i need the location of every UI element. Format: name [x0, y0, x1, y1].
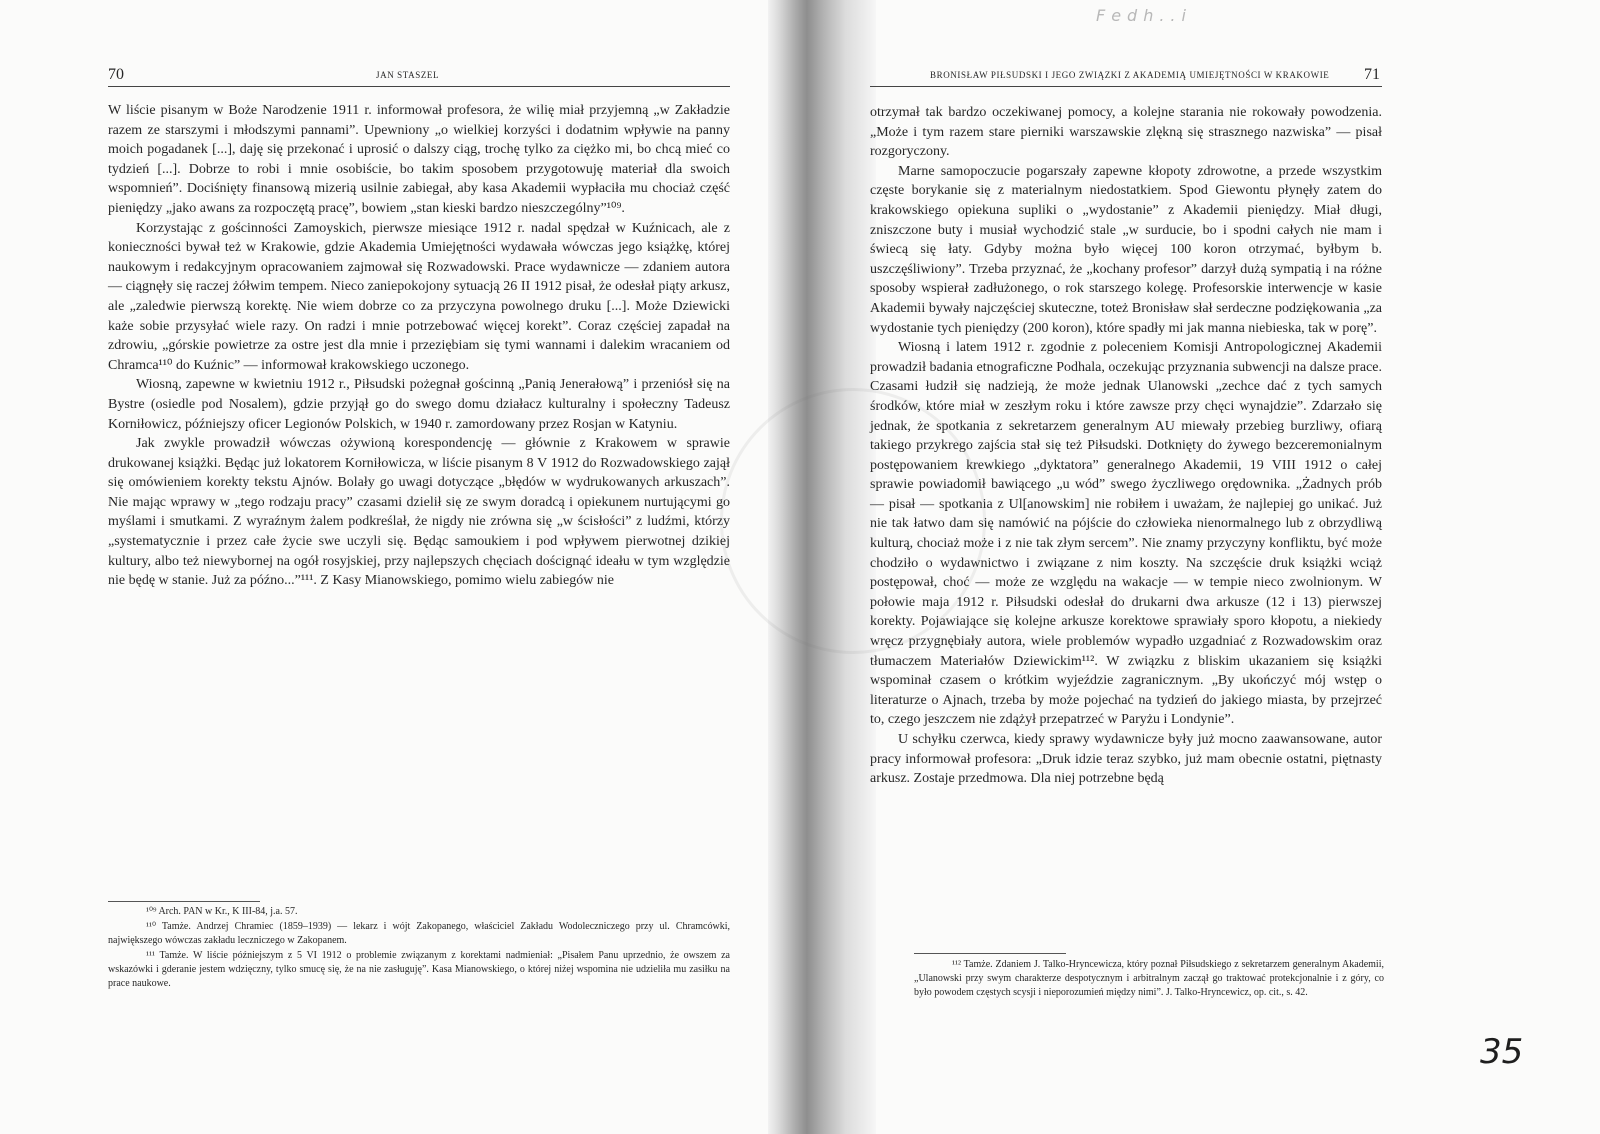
right-page-header	[870, 66, 1382, 87]
footnote: ¹¹² Tamże. Zdaniem J. Talko-Hryncewicza, który poznał Piłsudskiego z sekretarzem generalnym Akademii, „Ulanowski przy swym charakterze despotycznym i arbitralnym zaczął go traktować protekcjonalnie i z góry, co było powodem częstych scysji i nieporozumień między nimi”. J. Talko-Hryncewicz, op. cit., s. 42.	[914, 959, 1384, 998]
footnote-rule	[914, 953, 1066, 954]
right-page	[870, 0, 1600, 1134]
page-number: 71	[1364, 66, 1380, 83]
paragraph: W liście pisanym w Boże Narodzenie 1911 r. informował profesora, że wilię miał przyjemną „w Zakładzie razem ze starszymi i młodszymi pannami”. Upewniony „o wielkiej korzyści i dodatnim wpływie na panny moich pogadanek [...], daję się przekonać i uprosić o dalszy ciąg, trochę tylko za ciężko mi, bo chcą mieć co tydzień [...]. Dobrze to robi i mnie osobiście, bo takim sposobem przygotowuję materiał dla swoich wspomnień”. Dociśnięty finansową mizerią usilnie zabiegał, aby kasa Akademii wypłaciła mu chociaż część pieniędzy „jako awans za rozpoczętą pracę”, bowiem „stan kieski bardzo nieszczególny”¹⁰⁹.	[108, 103, 730, 216]
page-number: 70	[108, 66, 124, 83]
left-page-header	[108, 66, 730, 87]
footnote: ¹⁰⁹ Arch. PAN w Kr., K III-84, j.a. 57.	[146, 906, 298, 917]
paragraph: Jak zwykle prowadził wówczas ożywioną korespondencję — głównie z Krakowem w sprawie drukowanej książki. Będąc już lokatorem Korniłowicza, w liście pisanym 8 V 1912 do Rozwadowskiego zajął się omówieniem korekty tekstu Ajnów. Bolały go uwagi dotyczące „błędów w wydrukowanych arkuszach”. Nie mając wprawy w „tego rodzaju pracy” czasami dzielił się ze swym doradcą i opiekunem nurtującymi go myślami i smutkami. Z wyraźnym żalem podkreślał, że nigdy nie zrówna się „w ścisłości” z ludźmi, którzy „systematycznie i przez całe życie swe uczyli się. Będąc samoukiem i pod wpływem pierwotnej dzikiej kultury, albo też niewybornej na ogół rosyjskiej, przy najlepszych chęciach doścignąć ideału w tym względzie nie będę w stanie. Już za późno...”¹¹¹. Z Kasy Mianowskiego, pomimo wielu zabiegów nie	[108, 436, 730, 589]
paragraph: Marne samopoczucie pogarszały zapewne kłopoty zdrowotne, a przede wszystkim częste borykanie się z materialnym niedostatkiem. Spod Giewontu płynęły zatem do krakowskiego opiekuna supliki o „wydostanie” z Akademii pieniędzy. Miał długi, zniszczone buty i musiał wychodzić stale „w surducie, bo i spodni całych nie mam i świecą się łaty. Gdyby można było więcej 100 koron otrzymać, byłbym b. uszczęśliwiony”. Trzeba przyznać, że „kochany profesor” darzył dużą sympatią i na różne sposoby wspierał zadłużonego, o rok starszego kolegę. Profesorskie interwencje w kasie Akademii bywały najczęściej skuteczne, toteż Bronisław słał serdeczne podziękowania „za wydostanie tych pieniędzy (200 koron), które spadły mi jak manna niebieska, tak w porę”.	[870, 163, 1382, 336]
right-page-body	[870, 103, 1382, 789]
left-page	[0, 0, 768, 1134]
left-footnotes	[108, 905, 730, 992]
paragraph: otrzymał tak bardzo oczekiwanej pomocy, a kolejne starania nie rokowały powodzenia. „Może i tym razem stare pierniki warszawskie zlękną się strasznego nazwiska” — pisał rozgoryczony.	[870, 105, 1382, 160]
handwritten-page-number: 35	[1480, 1032, 1524, 1072]
footnote: ¹¹⁰ Tamże. Andrzej Chramiec (1859–1939) — lekarz i wójt Zakopanego, właściciel Zakładu Wodoleczniczego przy ul. Chramcówki, największego wówczas zakładu leczniczego w Zakopanem.	[108, 921, 730, 946]
paragraph: Korzystając z gościnności Zamoyskich, pierwsze miesiące 1912 r. nadal spędzał w Kuźnicach, ale z konieczności bywał też w Krakowie, gdzie Akademia Umiejętności wydawała wówczas jego książkę, której naukowym i redakcyjnym opracowaniem zajmował się Rozwadowski. Prace wydawnicze — zdaniem autora — ciągnęły się raczej żółwim tempem. Nieco zaniepokojony sytuacją 26 II 1912 pisał, że odesłał piąty arkusz, ale „zaledwie pierwszą korektę. Nie wiem dobrze co za przyczyna powolnego druku [...]. Może Dziewicki każe sobie przysyłać wiele razy. On radzi i mnie potrzebować więcej korekt”. Coraz częściej zapadał na zdrowiu, „górskie powietrze za ostre jest dla mnie i przeziębiam się tymi wannami i dalekim wracaniem od Chramca¹¹⁰ do Kuźnic” — informował krakowskiego uczonego.	[108, 220, 730, 373]
footnote-rule	[108, 901, 260, 902]
paragraph: Wiosną, zapewne w kwietniu 1912 r., Piłsudski pożegnał gościnną „Panią Jenerałową” i przeniósł się na Bystre (osiedle pod Nosalem), gdzie przyjął go do swego domu działacz kulturalny i społeczny Tadeusz Korniłowicz, późniejszy oficer Legionów Polskich, w 1940 r. zamordowany przez Rosjan w Katyniu.	[108, 377, 730, 432]
running-header: JAN STASZEL	[376, 70, 440, 80]
pencil-note: Fedh..i	[1096, 6, 1192, 25]
running-header: BRONISŁAW PIŁSUDSKI I JEGO ZWIĄZKI Z AKADEMIĄ UMIEJĘTNOŚCI W KRAKOWIE	[930, 70, 1330, 80]
paragraph: U schyłku czerwca, kiedy sprawy wydawnicze były już mocno zaawansowane, autor pracy informował profesora: „Druk idzie teraz szybko, już mam obecnie ostatni, piętnasty arkusz. Zostaje przedmowa. Dla niej potrzebne będą	[870, 732, 1382, 787]
footnote: ¹¹¹ Tamże. W liście późniejszym z 5 VI 1912 o problemie związanym z korektami nadmieniał: „Pisałem Panu uprzednio, że owszem za wskazówki i gderanie jestem wdzięczny, tylko smucę się, że na nie zasługuję”. Kasa Mianowskiego, o której niżej wspomina nie udzieliła mu zasiłku na prace naukowe.	[108, 950, 730, 989]
left-page-body	[108, 101, 730, 591]
right-footnotes	[914, 958, 1384, 1001]
paragraph: Wiosną i latem 1912 r. zgodnie z poleceniem Komisji Antropologicznej Akademii prowadził badania etnograficzne Podhala, oczekując przyznania subwencji na dalsze prace. Czasami łudził się nadzieją, że może jednak Ulanowski „zechce dać z tych samych środków, które miał w zeszłym roku i które zawsze przy chęci wynajdzie”. Zdarzało się jednak, że spotkania z sekretarzem generalnym AU miewały przebieg burzliwy, ofiarą takiego przykrego zajścia stał się też Piłsudski. Dotknięty do żywego bezceremonialnym postępowaniem krewkiego „dyktatora” generalnego Akademii, 19 VIII 1912 o całej sprawie powiadomił bawiącego „u wód” swego życzliwego orędownika. „Żadnych prób — pisał — spotkania z Ul[anowskim] nie robiłem i uważam, że najlepiej go unikać. Już nie tak łatwo dam się namówić na pójście do człowieka nienormalnego lub z obrzydliwą kulturą, chociaż może i z nie tak złym sercem”. Nie znamy przyczyny konfliktu, być może chodziło o wydawnictwo i związane z nim koszty. Na szczęście druk książki wciąż postępował, choć — może ze względu na wakacje — w tempie nieco zwolnionym. W połowie maja 1912 r. Piłsudski odesłał do drukarni dwa arkusze (12 i 13) pierwszej korekty. Pojawiające się kolejne arkusze korektowe sprawiały sporo kłopotu, a niekiedy wręcz przygnębiały autora, wiele problemów wypadło uzgadniać z Rozwadowskim oraz tłumaczem Materiałów Dziewickim¹¹². W związku z bliskim ukazaniem się książki wspominał czasem o krótkim wyjeździe zagranicznym. „By ukończyć mój wstęp o literaturze o Ajnach, trzeba by może pojechać na tydzień do jakiego miasta, by przejrzeć to, czego jeszczem nie zdążył przepatrzeć w Paryżu i Londynie”.	[870, 340, 1382, 728]
